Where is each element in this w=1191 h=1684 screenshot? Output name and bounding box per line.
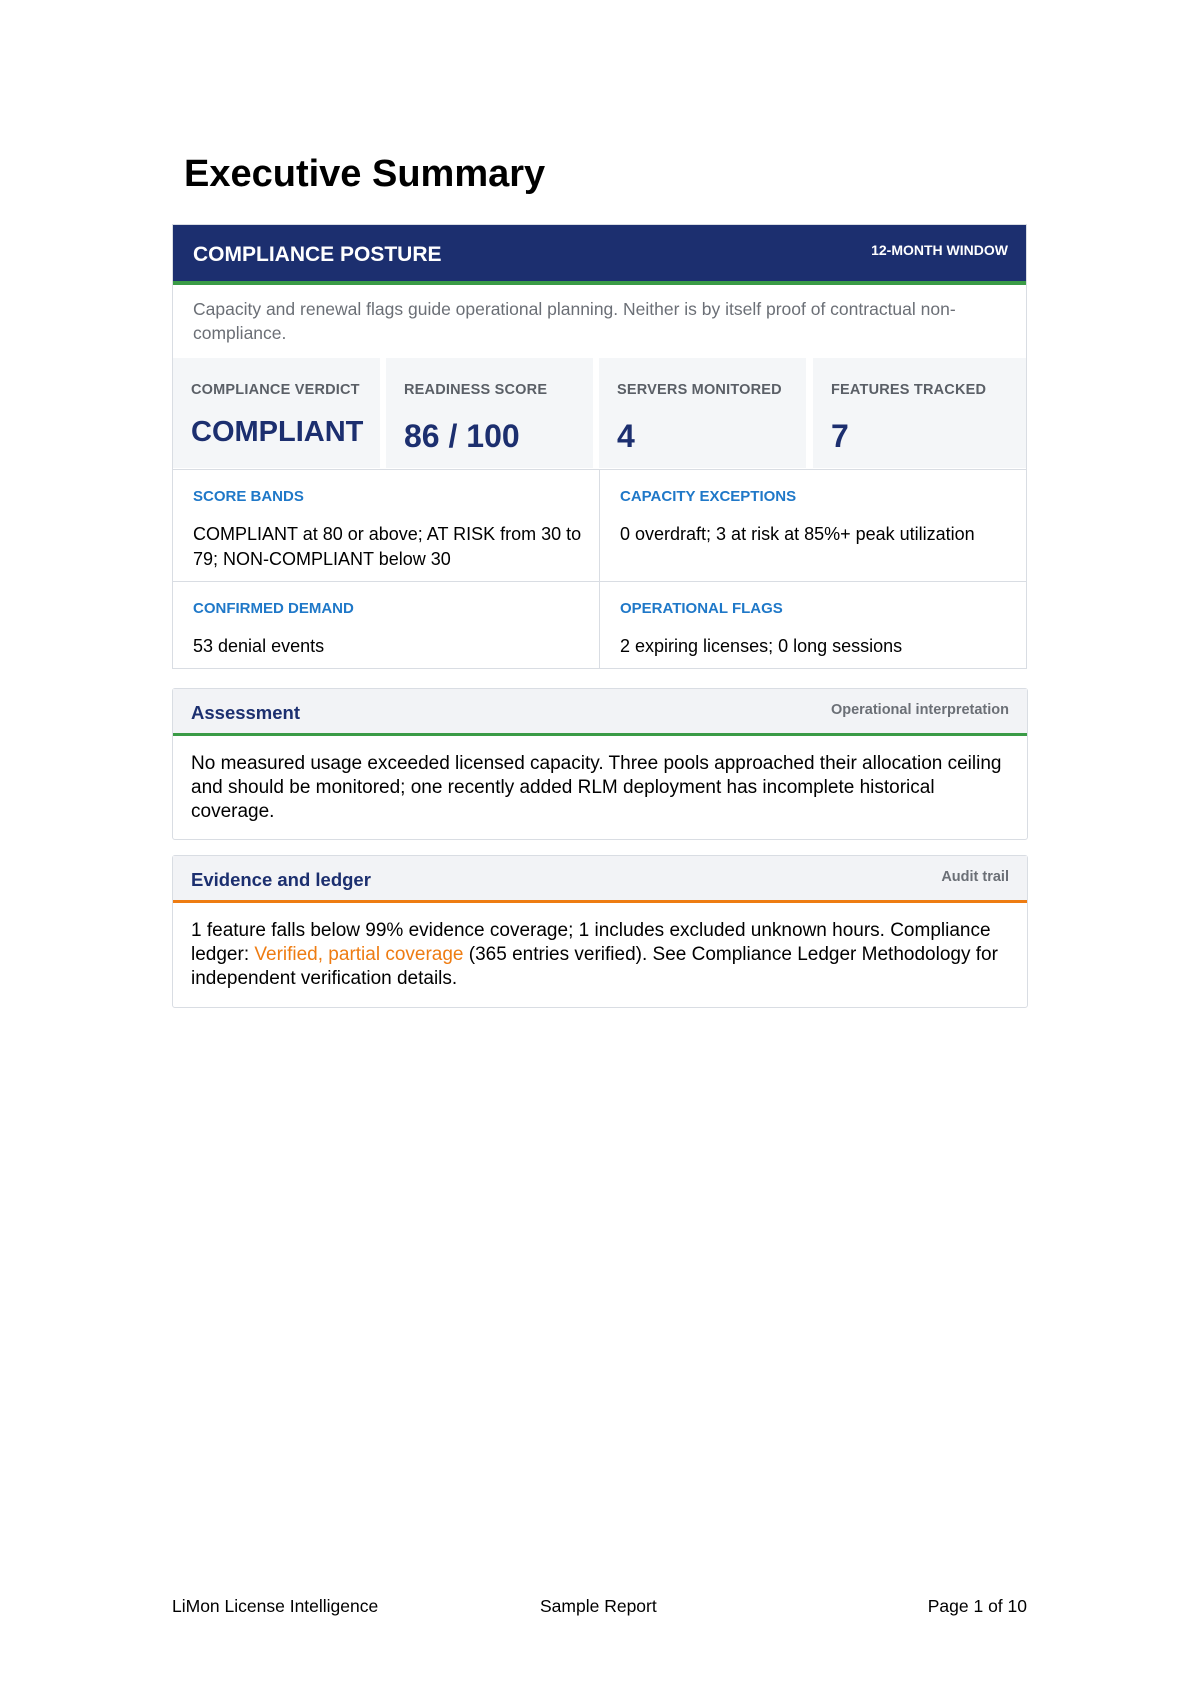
metric-value: 86 / 100 — [404, 418, 520, 454]
posture-header — [173, 225, 1026, 285]
panel-tag: Operational interpretation — [830, 702, 1009, 718]
page-title: Executive Summary — [184, 153, 546, 195]
evidence-body — [191, 919, 1011, 991]
cell-label: OPERATIONAL FLAGS — [620, 600, 783, 617]
metric-value: 7 — [831, 418, 849, 454]
cell-capacity-exceptions — [600, 470, 1026, 581]
metric-features-tracked — [813, 358, 1026, 468]
metric-label: READINESS SCORE — [404, 382, 548, 398]
metric-label: COMPLIANCE VERDICT — [191, 382, 360, 398]
panel-title: Assessment — [191, 702, 301, 723]
metric-value: COMPLIANT — [191, 416, 364, 448]
metric-value: 4 — [617, 418, 635, 454]
cell-label: CAPACITY EXCEPTIONS — [620, 488, 797, 505]
cell-text: 0 overdraft; 3 at risk at 85%+ peak utilization — [620, 524, 975, 544]
panel-title: Evidence and ledger — [191, 869, 371, 890]
compliance-posture-card — [172, 224, 1027, 669]
footer-left: LiMon License Intelligence — [172, 1596, 379, 1616]
metrics-row — [173, 358, 1026, 470]
cell-text: COMPLIANT at 80 or above; AT RISK from 30 to 79; NON-COMPLIANT below 30 — [193, 524, 582, 569]
posture-title: COMPLIANCE POSTURE — [193, 243, 442, 266]
posture-window-badge: 12-MONTH WINDOW — [871, 242, 1008, 258]
cell-operational-flags — [600, 582, 1026, 668]
evidence-header — [173, 856, 1027, 903]
cell-label: SCORE BANDS — [193, 488, 304, 505]
cell-confirmed-demand — [173, 582, 599, 668]
assessment-panel — [172, 688, 1028, 840]
evidence-panel — [172, 855, 1028, 1008]
cell-label: CONFIRMED DEMAND — [193, 600, 354, 617]
evidence-text-after: (365 entries verified). See Compliance Ledger Methodology for independent verification details. — [191, 944, 998, 989]
footer-page-number: Page 1 of 10 — [927, 1596, 1027, 1616]
assessment-body: No measured usage exceeded licensed capacity. Three pools approached their allocation ceiling and should be monitored; one recently added RLM deployment has incomplete historical coverage. — [191, 753, 1002, 822]
footer-center: Sample Report — [540, 1596, 657, 1616]
metric-readiness-score — [386, 358, 593, 468]
ledger-status-highlight: Verified, partial coverage — [254, 944, 464, 965]
cell-score-bands — [173, 470, 599, 581]
metric-servers-monitored — [599, 358, 806, 468]
metric-label: SERVERS MONITORED — [617, 382, 782, 398]
assessment-header — [173, 689, 1027, 736]
metric-compliance-verdict — [173, 358, 380, 468]
posture-note: Capacity and renewal flags guide operational planning. Neither is by itself proof of contractual non-compliance. — [193, 299, 956, 343]
evidence-text-before: 1 feature falls below 99% evidence coverage; 1 includes excluded unknown hours. Compliance ledger: — [191, 920, 991, 965]
cell-text: 53 denial events — [193, 636, 325, 656]
panel-tag: Audit trail — [941, 869, 1009, 885]
metric-label: FEATURES TRACKED — [831, 382, 987, 398]
cell-text: 2 expiring licenses; 0 long sessions — [620, 636, 903, 656]
